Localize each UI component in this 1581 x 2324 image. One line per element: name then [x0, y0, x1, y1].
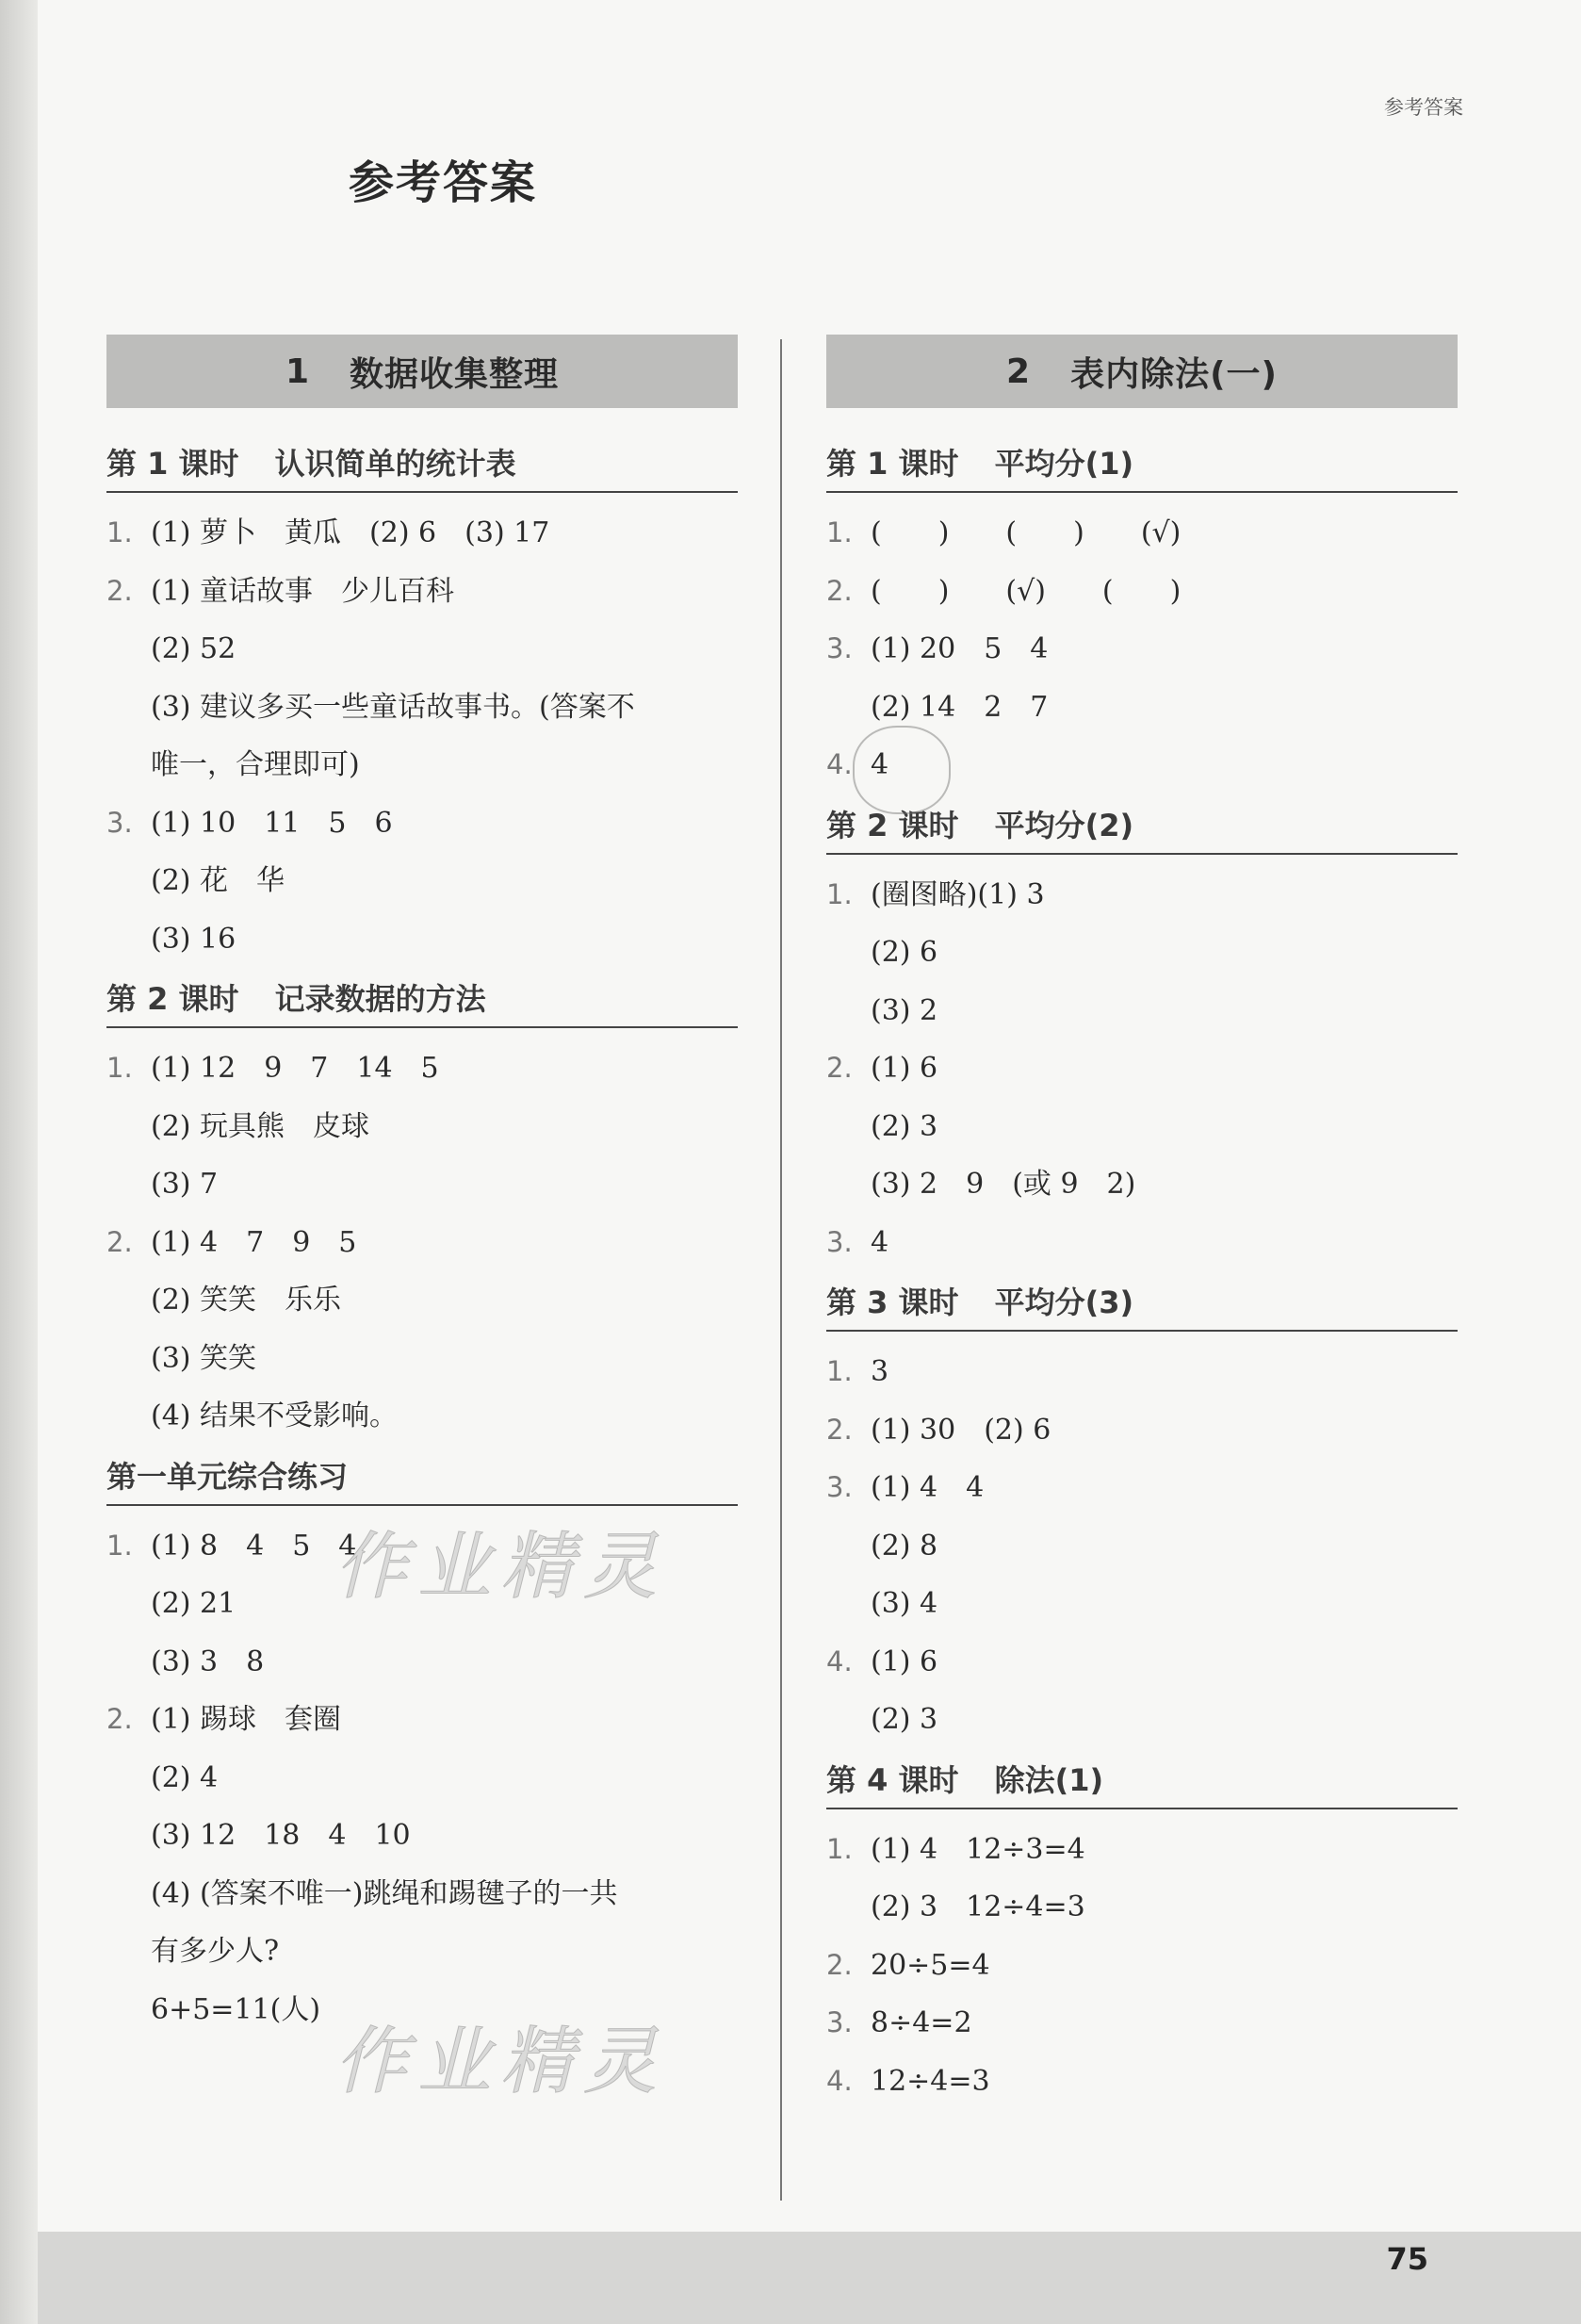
answer-text: 20÷5=4: [871, 1948, 990, 1982]
answer-text: (2) 花 华: [151, 864, 285, 897]
lesson-title: 平均分(2): [994, 807, 1134, 843]
question-number: 3.: [826, 2006, 853, 2038]
answer-text: ( ) ( ) (√): [871, 516, 1182, 549]
answer-line: [106, 679, 738, 737]
answer-text: 4: [871, 1225, 889, 1259]
lesson-number: 第一单元综合练习: [106, 1458, 349, 1495]
lesson-heading: [106, 1453, 738, 1506]
answer-text: (2) 14 2 7: [871, 690, 1049, 724]
lesson-number: 第 2 课时: [106, 981, 239, 1017]
answer-text: (2) 笑笑 乐乐: [151, 1284, 342, 1317]
answer-line: [826, 563, 1458, 621]
unit-header: [826, 335, 1458, 408]
answer-text: (1) 4 7 9 5: [151, 1225, 357, 1259]
watermark: 作业精灵: [334, 2020, 667, 2104]
answer-text: ( ) (√) ( ): [871, 574, 1182, 608]
page-title: 参考答案: [349, 156, 538, 209]
answer-line: [106, 1865, 738, 1923]
answer-line: [106, 620, 738, 679]
answer-line: [826, 924, 1458, 982]
lesson-heading: [106, 975, 738, 1028]
answer-line: [106, 1039, 738, 1098]
lesson-title: 平均分(1): [994, 446, 1134, 482]
lesson-number: 第 4 课时: [826, 1761, 959, 1798]
question-number: 1.: [106, 1529, 133, 1562]
lesson-number: 第 2 课时: [826, 807, 959, 843]
question-number: 4.: [826, 748, 853, 780]
answer-text: (2) 3 12÷4=3: [871, 1890, 1085, 1923]
lesson-heading: [106, 440, 738, 493]
answer-text: (1) 30 (2) 6: [871, 1413, 1051, 1447]
question-number: 2.: [826, 1413, 853, 1446]
answer-line: [826, 1878, 1458, 1937]
answer-line: [826, 1994, 1458, 2053]
answer-line: [826, 1691, 1458, 1749]
question-number: 2.: [826, 574, 853, 607]
watermark: 作业精灵: [334, 1525, 667, 1610]
answer-text: (2) 6: [871, 936, 938, 969]
question-number: 2.: [106, 1703, 133, 1735]
answer-text: 唯一，合理即可): [151, 748, 360, 781]
answer-line: [826, 1459, 1458, 1517]
answer-text: 8÷4=2: [871, 2006, 972, 2039]
question-number: 2.: [106, 574, 133, 607]
question-number: 3.: [826, 1471, 853, 1503]
answer-text: (1) 6: [871, 1052, 938, 1085]
unit-number: 2: [1006, 352, 1032, 391]
answer-line: [106, 910, 738, 969]
answer-text: (1) 萝卜 黄瓜 (2) 6 (3) 17: [151, 516, 550, 549]
answer-line: [826, 620, 1458, 679]
answer-text: 3: [871, 1355, 889, 1388]
answer-text: (3) 3 8: [151, 1645, 265, 1678]
answer-line: [106, 1749, 738, 1808]
answer-text: (圈图略)(1) 3: [871, 877, 1045, 911]
answer-line: [826, 1575, 1458, 1633]
answer-text: (3) 7: [151, 1168, 219, 1201]
answer-text: (1) 6: [871, 1645, 938, 1678]
question-number: 2.: [826, 1948, 853, 1981]
answer-text: (2) 3: [871, 1703, 938, 1736]
lesson-heading: [826, 1757, 1458, 1809]
question-number: 3.: [826, 632, 853, 664]
answer-line: [826, 866, 1458, 925]
answer-text: (2) 玩具熊 皮球: [151, 1109, 370, 1143]
answer-text: (4) 结果不受影响。: [151, 1399, 399, 1432]
answer-text: (3) 4: [871, 1587, 938, 1620]
lesson-title: 除法(1): [994, 1761, 1104, 1798]
unit-header: [106, 335, 738, 408]
answer-line: [826, 2053, 1458, 2111]
unit-title: 表内除法(一): [1070, 354, 1278, 394]
answer-text: (3) 12 18 4 10: [151, 1819, 411, 1852]
answer-line: [826, 1155, 1458, 1214]
answer-text: 12÷4=3: [871, 2064, 990, 2098]
answer-line: [106, 1098, 738, 1156]
answer-text: (1) 8 4 5 4: [151, 1529, 357, 1563]
answer-line: [826, 1343, 1458, 1401]
page-footer-band: [38, 2232, 1581, 2324]
answer-line: [106, 1330, 738, 1388]
answer-line: [106, 1691, 738, 1749]
answer-text: (1) 12 9 7 14 5: [151, 1052, 439, 1085]
question-number: 2.: [106, 1225, 133, 1258]
answer-line: [826, 982, 1458, 1040]
answer-text: (2) 3: [871, 1109, 938, 1143]
answer-line: [106, 504, 738, 563]
lesson-number: 第 1 课时: [106, 446, 239, 482]
question-number: 1.: [826, 516, 853, 548]
answer-text: (1) 4 4: [871, 1471, 985, 1504]
answer-text: (1) 踢球 套圈: [151, 1703, 342, 1736]
question-number: 1.: [826, 1832, 853, 1865]
left-column: [106, 335, 738, 2038]
answer-text: (3) 2: [871, 993, 938, 1027]
question-number: 3.: [106, 806, 133, 839]
answer-line: [106, 794, 738, 853]
answer-line: [106, 1155, 738, 1214]
answer-text: (2) 52: [151, 632, 236, 665]
answer-text: (1) 10 11 5 6: [151, 806, 393, 840]
question-number: 3.: [826, 1225, 853, 1258]
lesson-title: 记录数据的方法: [274, 981, 486, 1017]
answer-line: [106, 563, 738, 621]
answer-text: (3) 16: [151, 922, 236, 956]
right-column: [826, 335, 1458, 2110]
answer-line: [106, 852, 738, 910]
lesson-number: 第 1 课时: [826, 446, 959, 482]
answer-line: [106, 1923, 738, 1981]
answer-text: (1) 4 12÷3=4: [871, 1832, 1085, 1866]
answer-line: [826, 1633, 1458, 1692]
column-divider: [780, 339, 782, 2201]
answer-text: (2) 21: [151, 1587, 236, 1620]
answer-line: [826, 1821, 1458, 1879]
answer-text: (1) 童话故事 少儿百科: [151, 574, 455, 608]
lesson-number: 第 3 课时: [826, 1285, 959, 1320]
answer-text: (4) (答案不唯一)跳绳和踢毽子的一共: [151, 1876, 618, 1910]
lesson-heading: [826, 1279, 1458, 1332]
answer-text: 4: [871, 748, 889, 781]
question-number: 4.: [826, 1645, 853, 1678]
answer-line: [826, 1517, 1458, 1576]
question-number: 2.: [826, 1052, 853, 1084]
answer-text: 6+5=11(人): [151, 1992, 321, 2026]
question-number: 1.: [106, 516, 133, 548]
unit-title: 数据收集整理: [350, 354, 560, 394]
answer-line: [826, 1937, 1458, 1995]
answer-text: (2) 8: [871, 1529, 938, 1563]
lesson-heading: [826, 440, 1458, 493]
answer-text: (3) 建议多买一些童话故事书。(答案不: [151, 690, 635, 724]
running-header: 参考答案: [1384, 96, 1463, 119]
book-spine-shadow: [0, 0, 38, 2324]
question-number: 1.: [826, 877, 853, 910]
lesson-title: 平均分(3): [994, 1285, 1134, 1320]
lesson-title: 认识简单的统计表: [274, 446, 516, 482]
answer-line: [826, 1401, 1458, 1460]
question-number: 4.: [826, 2064, 853, 2097]
answer-text: (3) 2 9 (或 9 2): [871, 1168, 1136, 1201]
answer-line: [826, 1039, 1458, 1098]
question-number: 1.: [826, 1355, 853, 1387]
answer-line: [826, 504, 1458, 563]
answer-text: 有多少人?: [151, 1935, 280, 1968]
answer-text: (3) 笑笑: [151, 1341, 257, 1375]
answer-line: [106, 1633, 738, 1692]
answer-line: [826, 1098, 1458, 1156]
stamp-mark: [853, 726, 951, 814]
unit-number: 1: [285, 352, 311, 391]
answer-line: [106, 1271, 738, 1330]
answer-line: [826, 1214, 1458, 1272]
answer-text: (1) 20 5 4: [871, 632, 1049, 665]
answer-line: [106, 1387, 738, 1446]
page-number: 75: [1386, 2241, 1428, 2277]
answer-text: (2) 4: [151, 1760, 219, 1794]
question-number: 1.: [106, 1052, 133, 1084]
answer-line: [106, 1807, 738, 1865]
answer-line: [106, 736, 738, 794]
answer-line: [106, 1214, 738, 1272]
